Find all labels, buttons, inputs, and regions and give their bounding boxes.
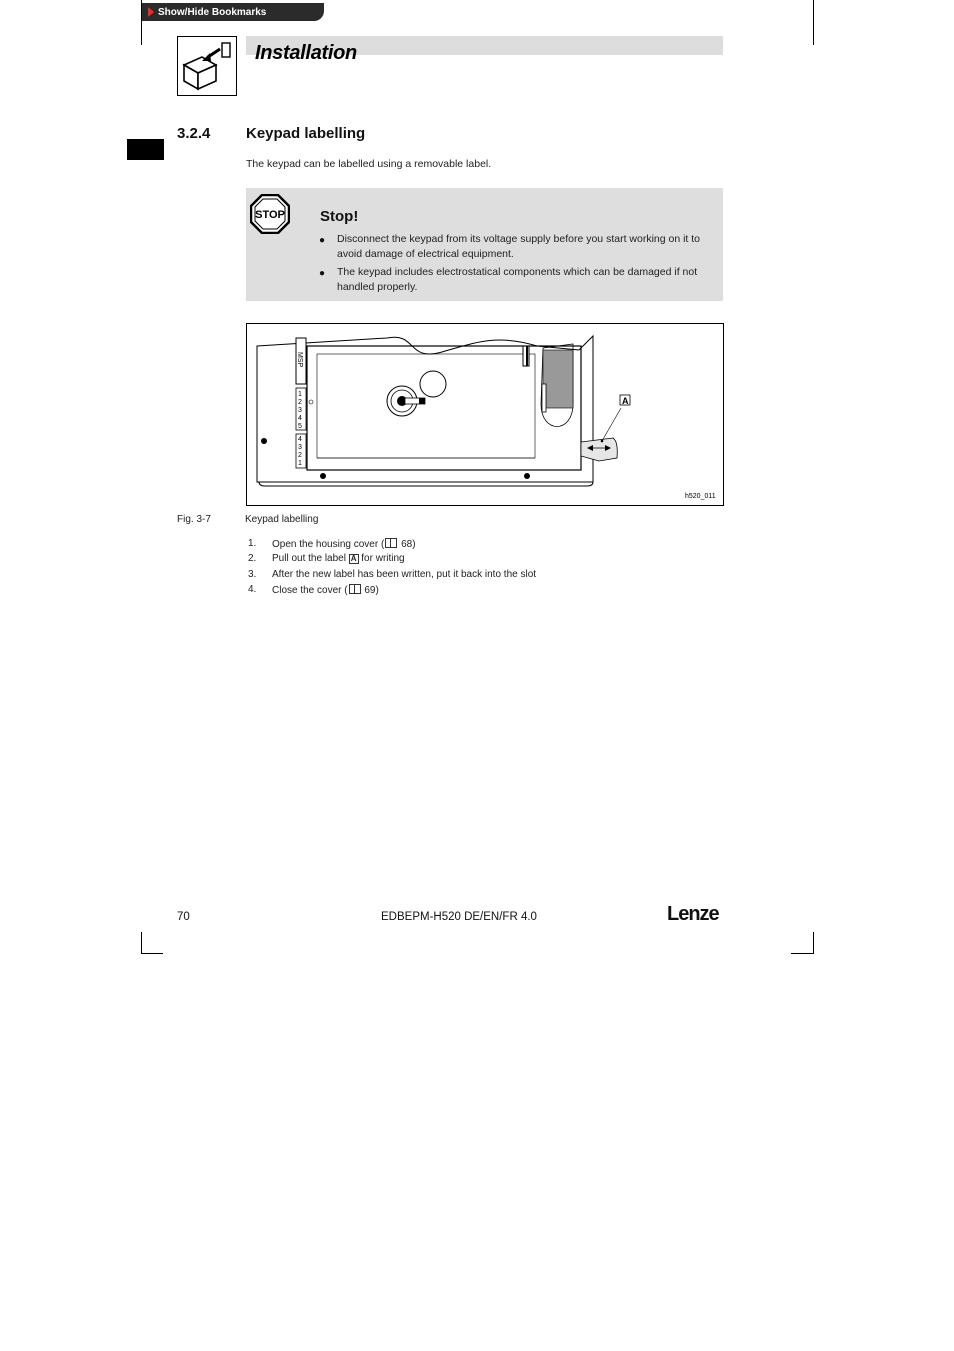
key-label: 3	[298, 444, 302, 451]
step-2-text: Pull out the label	[272, 553, 349, 564]
crop-mark-bottom-right-v	[813, 932, 814, 954]
figure-number: Fig. 3-7	[177, 514, 211, 525]
step-4-text: Close the cover (	[272, 585, 348, 596]
chapter-title: Installation	[255, 42, 357, 64]
msp-label: MSP	[296, 352, 303, 368]
step-text	[272, 553, 405, 564]
figure-caption: Keypad labelling	[245, 514, 319, 525]
callout-a-ref: A	[350, 554, 357, 563]
bookmarks-label: Show/Hide Bookmarks	[158, 6, 267, 18]
key-label: 5	[298, 423, 302, 430]
keys-bottom-group	[296, 434, 306, 468]
key-label: 1	[298, 391, 302, 398]
triangle-right-icon	[148, 7, 154, 17]
stop-bullet-1-line-1: Disconnect the keypad from its voltage supply before you start working on it to	[337, 233, 701, 245]
stop-sign-icon	[250, 194, 290, 234]
key-label: 4	[298, 436, 302, 443]
step-2-text-end: for writing	[358, 553, 405, 564]
key-label: 2	[298, 452, 302, 459]
key-label: 4	[298, 415, 302, 422]
step-number: 1.	[248, 538, 257, 549]
crop-mark-bottom-left-v	[141, 932, 142, 954]
key-label: 2	[298, 399, 302, 406]
section-number: 3.2.4	[177, 125, 211, 142]
show-hide-bookmarks-button[interactable]	[142, 3, 324, 21]
crop-mark-bottom-left-h	[141, 953, 163, 954]
book-icon	[385, 538, 397, 548]
step-4-ref: 69)	[361, 585, 379, 596]
stop-sign-text: STOP	[255, 209, 285, 221]
keypad-figure	[246, 323, 724, 506]
step-text	[272, 538, 416, 550]
step-1-text: Open the housing cover (	[272, 539, 385, 550]
step-3-text: After the new label has been written, put it back into the slot	[272, 569, 537, 580]
chapter-side-tab	[127, 139, 164, 160]
document-id: EDBEPM-H520 DE/EN/FR 4.0	[381, 911, 537, 923]
stop-bullet-1-line-2: avoid damage of electrical equipment.	[337, 248, 514, 260]
step-1-ref: 68)	[398, 539, 416, 550]
stop-bullet-2-line-2: handled properly.	[337, 281, 418, 293]
stop-title: Stop!	[320, 208, 359, 225]
step-number: 3.	[248, 569, 257, 580]
keypad-drawing	[247, 324, 723, 505]
callout-a-label: A	[622, 396, 629, 406]
crop-mark-bottom-right-h	[791, 953, 813, 954]
key-label: 1	[298, 460, 302, 467]
lenze-logo: Lenze	[667, 903, 719, 925]
intro-paragraph: The keypad can be labelled using a removable label.	[246, 158, 492, 170]
bullet-icon: ●	[319, 235, 326, 246]
book-icon	[349, 584, 361, 594]
section-title: Keypad labelling	[246, 125, 366, 142]
key-label: 3	[298, 407, 302, 414]
step-text	[272, 584, 379, 596]
crop-mark-top-right	[813, 0, 814, 45]
step-number: 2.	[248, 553, 257, 564]
page-number: 70	[177, 911, 190, 923]
keys-top-group	[296, 388, 306, 430]
crop-mark-top-left	[141, 0, 142, 45]
bullet-icon: ●	[319, 268, 326, 279]
stop-bullet-2-line-1: The keypad includes electrostatical components which can be damaged if not	[337, 266, 698, 278]
drawing-id: h520_011	[685, 493, 716, 500]
step-number: 4.	[248, 584, 257, 595]
installation-icon	[177, 36, 237, 96]
